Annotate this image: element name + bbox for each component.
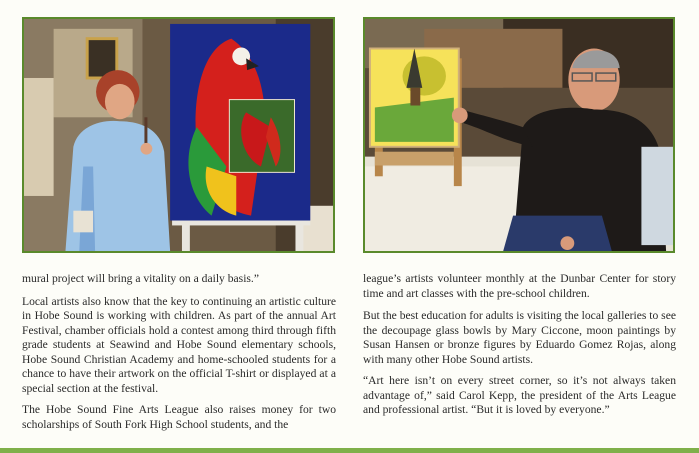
article-column-right xyxy=(363,272,676,425)
photo-woman-with-parrot-painting xyxy=(22,17,335,253)
article-paragraph: mural project will bring a vitality on a daily basis.” xyxy=(22,272,259,285)
parrot-painting-photo-graphic xyxy=(24,19,333,251)
photo-man-painting-at-easel xyxy=(363,17,675,253)
article-paragraph: The Hobe Sound Fine Arts League also raises money for two scholarships of South Fork High School students, and the xyxy=(22,403,336,431)
article-paragraph: Local artists also know that the key to continuing an artistic culture in Hobe Sound is working with children. As part of the annual Art Festival, chamber officials hold a contest among third through fifth grade students at Seawind and Hobe Sound elementary schools, Hobe Sound Christian Academy and home-schooled students for a chance to have their artwork on the official T-shirt or displayed at a special section at the festival. xyxy=(22,294,336,395)
footer-rule xyxy=(0,448,699,453)
article-paragraph: “Art here isn’t on every street corner, so it’s not always taken advantage of,” said Carol Kepp, the president of the Arts League and professional artist. “But it is loved by everyone.” xyxy=(363,374,676,416)
article-paragraph: league’s artists volunteer monthly at the Dunbar Center for story time and art classes with the pre-school children. xyxy=(363,272,676,300)
man-painting-photo-graphic xyxy=(365,19,673,251)
article-column-left xyxy=(22,272,336,439)
article-paragraph: But the best education for adults is visiting the local galleries to see the decoupage glass bowls by Mary Ciccone, moon paintings by Susan Hansen or bronze figures by Eduardo Gomez Rojas, along with many other Hobe Sound artists. xyxy=(363,309,676,366)
